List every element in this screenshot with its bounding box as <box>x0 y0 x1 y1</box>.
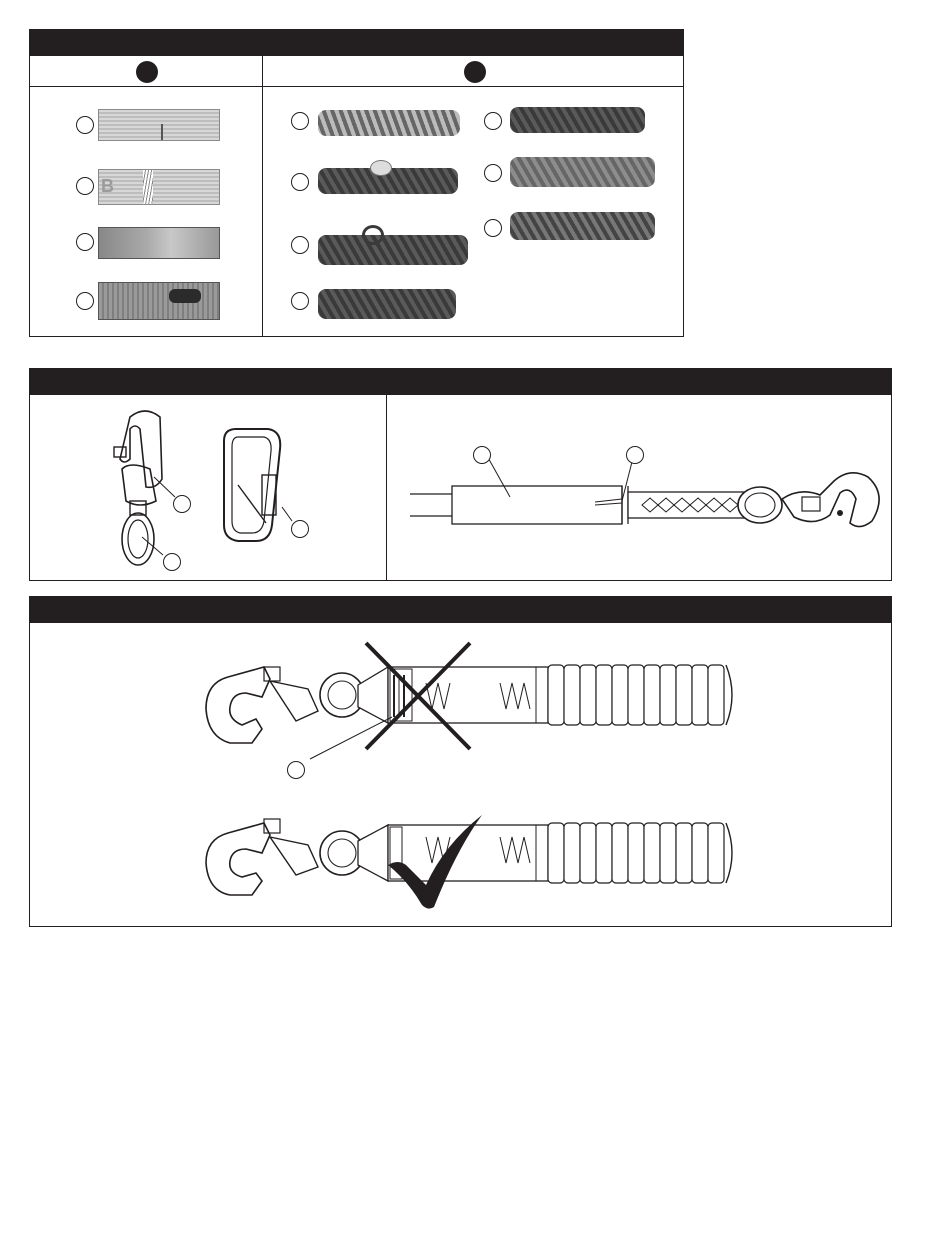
callout-leader-lines <box>30 369 390 582</box>
webbing-sample-cut <box>98 109 220 141</box>
webbing-rope-panel <box>29 29 684 337</box>
panel-header-bar <box>30 597 891 623</box>
rope-sample-discolored <box>510 107 645 133</box>
column-divider <box>262 56 263 336</box>
panel-header-bar <box>30 30 683 56</box>
hardware-callout-1 <box>173 495 191 513</box>
label-callout <box>287 761 305 779</box>
carabiner-drawing <box>218 425 288 545</box>
label-callout-leader <box>300 717 400 767</box>
webbing-label-3 <box>76 233 94 251</box>
lanyard-callout-leaders <box>410 429 710 509</box>
column-b-marker <box>464 61 486 83</box>
webbing-label-1 <box>76 116 94 134</box>
check-mark-icon <box>386 815 486 911</box>
rope-label-3 <box>291 236 309 254</box>
webbing-inline-letter: B <box>101 176 114 196</box>
webbing-sample-frayed <box>98 169 220 205</box>
column-a-marker <box>136 61 158 83</box>
rope-label-5 <box>484 112 502 130</box>
webbing-label-2 <box>76 177 94 195</box>
rope-label-1 <box>291 112 309 130</box>
webbing-label-4 <box>76 292 94 310</box>
rope-sample-contaminated <box>510 212 655 240</box>
webbing-sample-chemical <box>98 282 220 320</box>
hardware-callout-2 <box>163 553 181 571</box>
rope-label-6 <box>484 164 502 182</box>
rope-label-2 <box>291 173 309 191</box>
webbing-sample-burned <box>98 227 220 259</box>
rope-sample-frayed <box>318 110 460 136</box>
lanyard-callout-2 <box>626 446 644 464</box>
rope-sample-worn <box>318 289 456 319</box>
header-row-divider <box>30 86 683 87</box>
rope-sample-pulled-strand <box>318 235 468 265</box>
hardware-callout-3 <box>291 520 309 538</box>
rope-label-4 <box>291 292 309 310</box>
lanyard-callout-1 <box>473 446 491 464</box>
rope-label-7 <box>484 219 502 237</box>
hardware-panel <box>29 368 892 581</box>
rope-sample-faded <box>510 157 655 187</box>
label-check-panel <box>29 596 892 927</box>
rope-sample-broken-strand <box>318 168 458 194</box>
